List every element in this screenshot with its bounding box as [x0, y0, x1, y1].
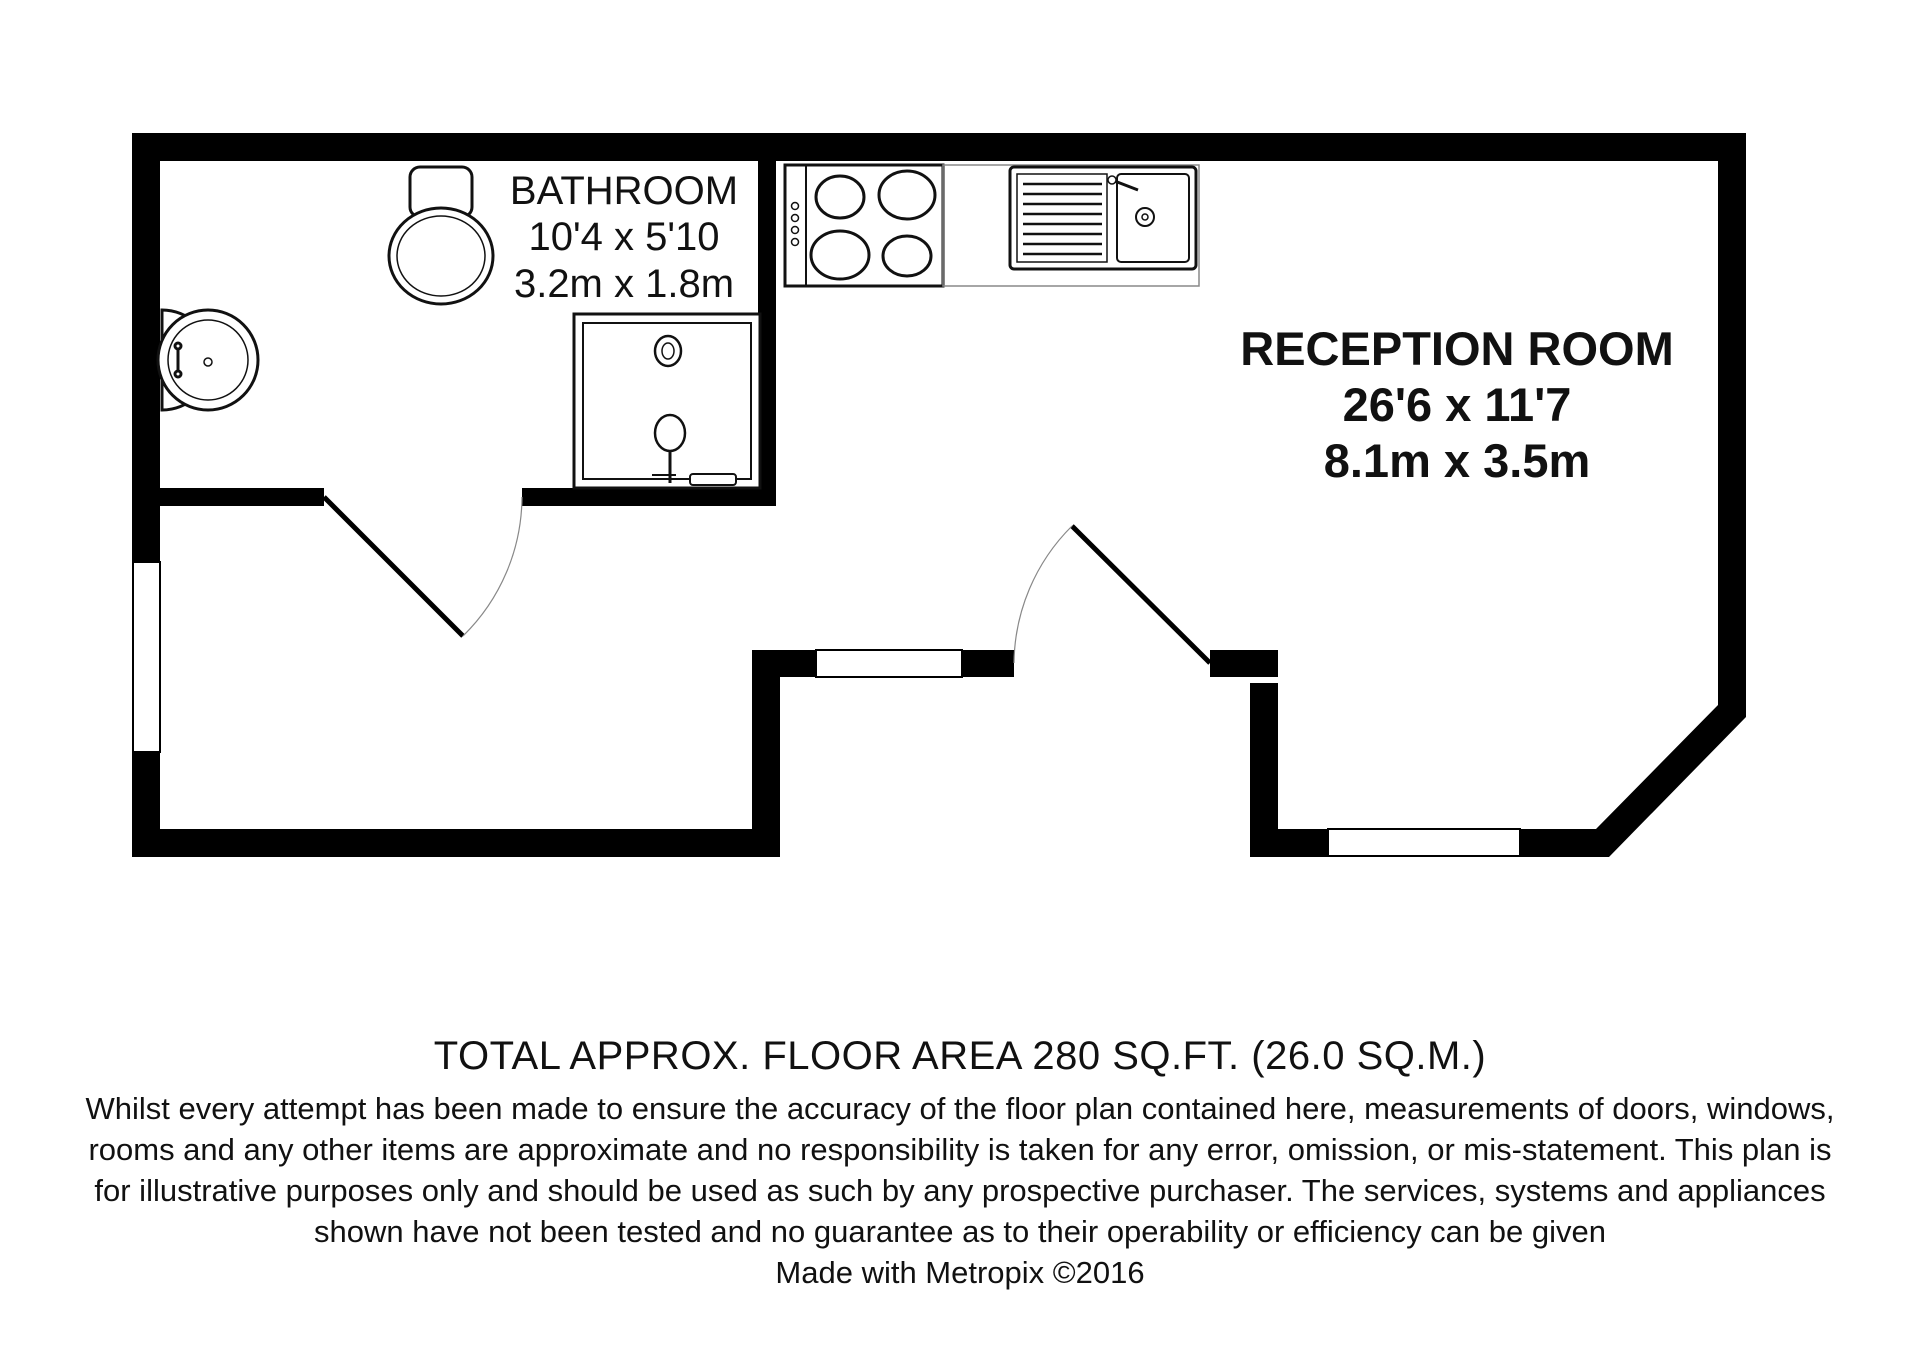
- front-door-swing: [1014, 526, 1072, 663]
- wash-basin-icon: [158, 310, 258, 410]
- front-wall-right: [1210, 650, 1278, 677]
- bathroom-door-swing: [463, 497, 522, 636]
- reception-label: [1240, 322, 1673, 487]
- bathroom-bottom-wall-right: [522, 488, 776, 506]
- shower-tray-icon: [574, 314, 760, 488]
- disclaimer-text: Whilst every attempt has been made to ensure the accuracy of the floor plan contained here, measurements of doors, windows, rooms and any other items are approximate and no responsibility is taken for any error, omission, or mis-statement. This plan is for illustrative purposes only and should be used as such by any prospective purchaser. The services, systems and appliances shown have not been tested and no guarantee as to their operability or efficiency can be given: [85, 1091, 1835, 1249]
- metropix-credit: Made with Metropix ©2016: [775, 1255, 1145, 1290]
- bathroom-label: [510, 169, 738, 306]
- reception-dims-metric: 8.1m x 3.5m: [1323, 434, 1591, 487]
- bathroom-name: BATHROOM: [509, 169, 739, 213]
- total-floor-area: TOTAL APPROX. FLOOR AREA 280 SQ.FT. (26.0 SQ.M.): [433, 1034, 1487, 1078]
- plan-footer: [0, 1030, 1920, 1293]
- kitchen-sink-icon: [1010, 167, 1196, 269]
- front-wall-mid: [962, 650, 1014, 677]
- bathroom-bottom-wall-left: [160, 488, 324, 506]
- reception-dims-imperial: 26'6 x 11'7: [1342, 378, 1572, 431]
- hob-icon: [785, 165, 943, 286]
- doors: [324, 497, 1210, 663]
- front-door-leaf: [1072, 526, 1210, 663]
- window-bottom: [1328, 829, 1520, 856]
- window-left: [133, 562, 160, 752]
- front-wall-left: [752, 650, 816, 677]
- bathroom-door-leaf: [324, 497, 463, 636]
- bathroom-dims-imperial: 10'4 x 5'10: [528, 215, 720, 259]
- reception-name: RECEPTION ROOM: [1240, 322, 1674, 375]
- windows: [133, 562, 1520, 856]
- window-front: [816, 650, 962, 677]
- toilet-icon: [389, 167, 493, 304]
- bathroom-dims-metric: 3.2m x 1.8m: [513, 262, 735, 306]
